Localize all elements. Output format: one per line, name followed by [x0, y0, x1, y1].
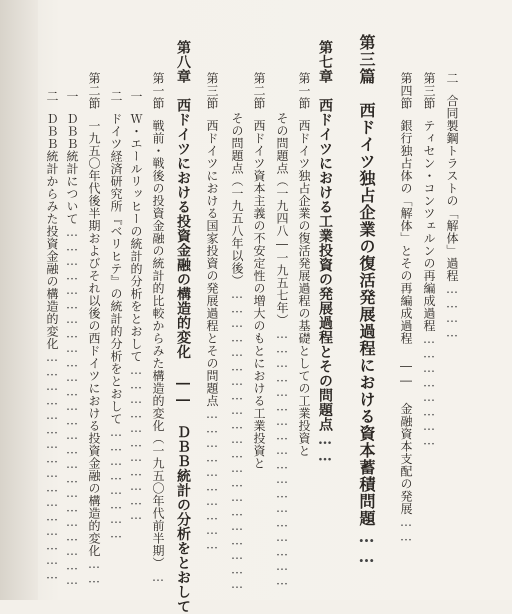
toc-entry	[253, 72, 265, 470]
entry-title: 銀行独占体の「解体」とその再編成過程 ―― 金融資本支配の発展	[399, 119, 413, 515]
toc-entry	[206, 72, 218, 552]
part-heading	[358, 34, 374, 567]
entry-number: 第四節	[399, 72, 413, 110]
leader-dots: ……	[399, 515, 413, 544]
entry-number: 一	[129, 90, 143, 103]
entry-number: 一	[65, 90, 79, 103]
toc-entry	[110, 90, 122, 541]
leader-dots: ……………………………	[129, 362, 143, 522]
entry-title: 一九五〇年代後半期およびそれ以後の西ドイツにおける投資金融の構造的変化	[87, 119, 101, 557]
leader-dots: ……………………	[422, 332, 436, 448]
leader-dots: …………	[445, 282, 459, 340]
entry-title: ＤＢＢ統計について	[65, 112, 79, 225]
leader-dots: ………………………………………………………	[230, 287, 244, 592]
entry-number: 二	[45, 90, 59, 103]
entry-title: その問題点（一九五八年以後）	[230, 112, 244, 287]
entry-title: ＤＢＢ統計からみた投資金融の構造的変化	[45, 112, 59, 350]
toc-entry	[276, 112, 288, 588]
leader-dots: ……………………	[109, 425, 123, 541]
entry-title: 西ドイツにおける国家投資の発展過程とその問題点	[205, 119, 219, 407]
chapter-heading	[176, 40, 190, 614]
leader-dots: ………………………………………………	[275, 326, 289, 588]
entry-number: 第一節	[297, 72, 311, 110]
entry-title: ティセン・コンツェルンの再編成過程	[422, 119, 436, 332]
toc-entry	[130, 90, 142, 522]
toc-entry	[423, 72, 435, 448]
toc-entry	[152, 72, 164, 584]
leader-dots: ……	[87, 557, 101, 586]
chapter-title: 第八章 西ドイツにおける投資金融の構造的変化 ―― ＤＢＢ統計の分析をとおして	[175, 40, 191, 614]
entry-number: 二	[109, 90, 123, 103]
part-title: 第三篇 西ドイツ独占企業の復活発展過程における資本蓄積問題	[357, 34, 376, 527]
entry-title: その問題点（一九四八―一九五七年）	[275, 112, 289, 327]
leader-dots: …	[151, 569, 165, 584]
entry-title: 西ドイツ独占企業の復活発展過程の基礎としての工業投資と	[297, 119, 311, 457]
entry-number: 二	[445, 72, 459, 85]
entry-number: 第一節	[151, 72, 165, 110]
leader-dots: …………………………………………………………………	[65, 225, 79, 588]
chapter-title: 第七章 西ドイツにおける工業投資の発展過程とその問題点	[317, 40, 333, 432]
entry-title: 戦前・戦後の投資金融の統計的比較からみた構造的変化（一九五〇年代前半期）	[151, 119, 165, 570]
leader-dots: …………………………	[205, 407, 219, 552]
entry-title: 西ドイツ資本主義の不安定性の増大のもとにおける工業投資と	[252, 119, 266, 470]
toc-entry	[231, 112, 243, 592]
leader-dots: ……	[317, 431, 333, 465]
entry-title: Ｗ・エールリッヒーの統計的分析をとおして	[129, 112, 143, 363]
toc-entry	[298, 72, 310, 457]
toc-entry	[400, 72, 412, 544]
toc-entry	[88, 72, 100, 586]
leader-dots: ……	[357, 527, 376, 567]
entry-title: ドイツ経済研究所『ベリヒテ』の統計的分析をとおして	[109, 112, 123, 425]
toc-entry	[66, 90, 78, 588]
entry-number: 第三節	[422, 72, 436, 110]
entry-number: 第二節	[87, 72, 101, 110]
toc-entry	[446, 72, 458, 340]
book-binding-shadow	[0, 0, 38, 600]
chapter-heading	[318, 40, 332, 465]
entry-number: 第三節	[205, 72, 219, 110]
leader-dots: …………………………………………	[45, 350, 59, 582]
entry-title: 合同製鋼トラストの「解体」過程	[445, 94, 459, 282]
entry-number: 第二節	[252, 72, 266, 110]
toc-entry	[46, 90, 58, 582]
